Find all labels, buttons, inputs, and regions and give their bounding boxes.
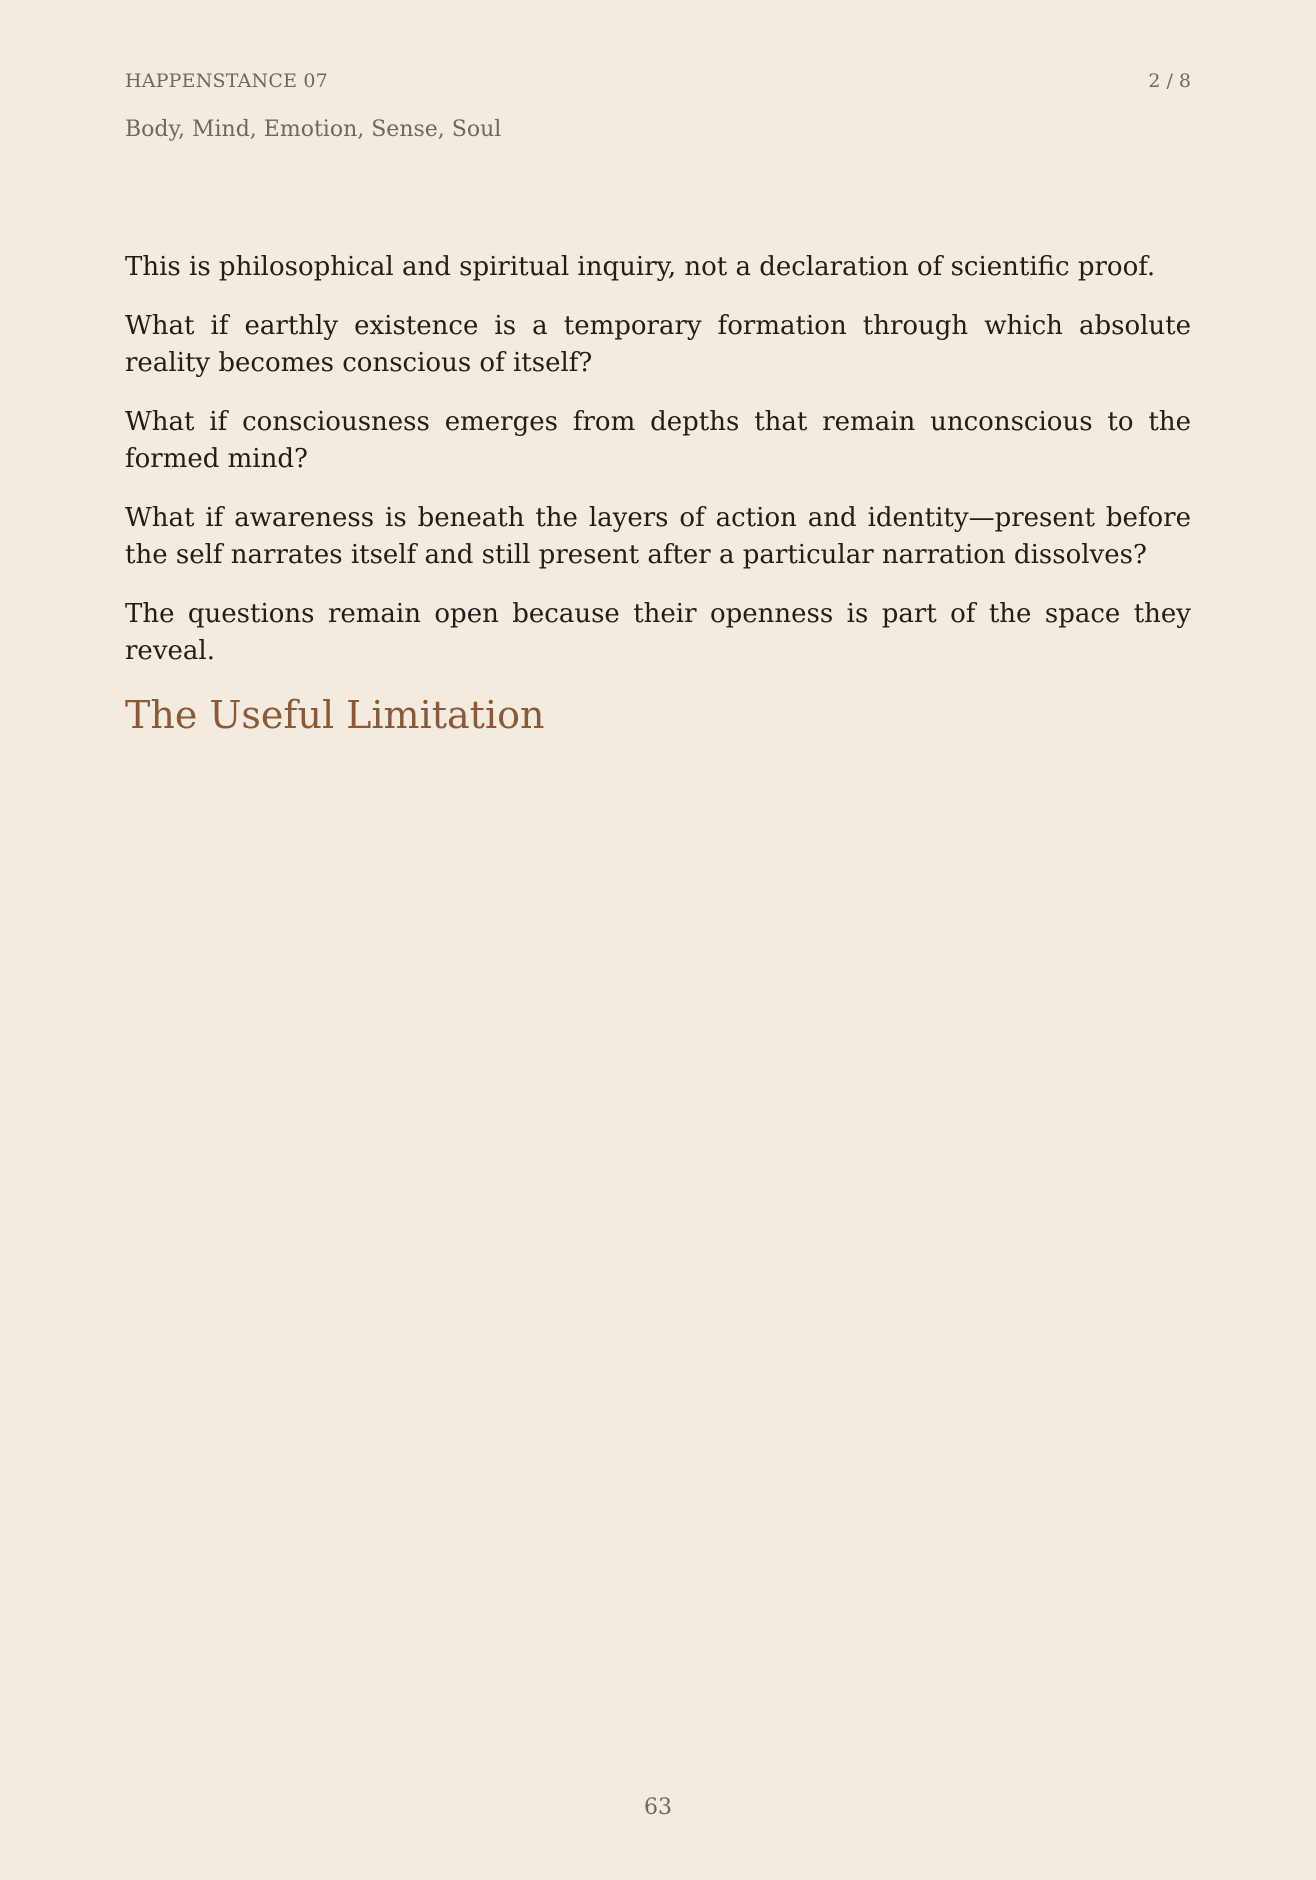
page-number: 63 [644, 1795, 672, 1820]
section-heading: The Useful Limitation [125, 693, 545, 737]
document-subtitle: Body, Mind, Emotion, Sense, Soul [125, 117, 502, 142]
series-title: HAPPENSTANCE 07 [125, 70, 328, 92]
paragraph: This is philosophical and spiritual inquiry, not a declaration of scientific proof. [125, 252, 1156, 282]
running-header [125, 70, 1191, 94]
paragraph: The questions remain open because their openness is part of the space they reveal. [125, 599, 1191, 666]
page-fraction: 2 / 8 [1148, 70, 1191, 92]
document-page [125, 0, 1191, 1880]
paragraph: What if earthly existence is a temporary formation through which absolute reality becomes conscious of itself? [125, 311, 1191, 378]
paragraph: What if awareness is beneath the layers of action and identity—present before the self narrates itself and still present after a particular narration dissolves? [125, 503, 1191, 570]
paragraph: What if consciousness emerges from depths that remain unconscious to the formed mind? [125, 407, 1191, 474]
body-text [125, 249, 1191, 738]
